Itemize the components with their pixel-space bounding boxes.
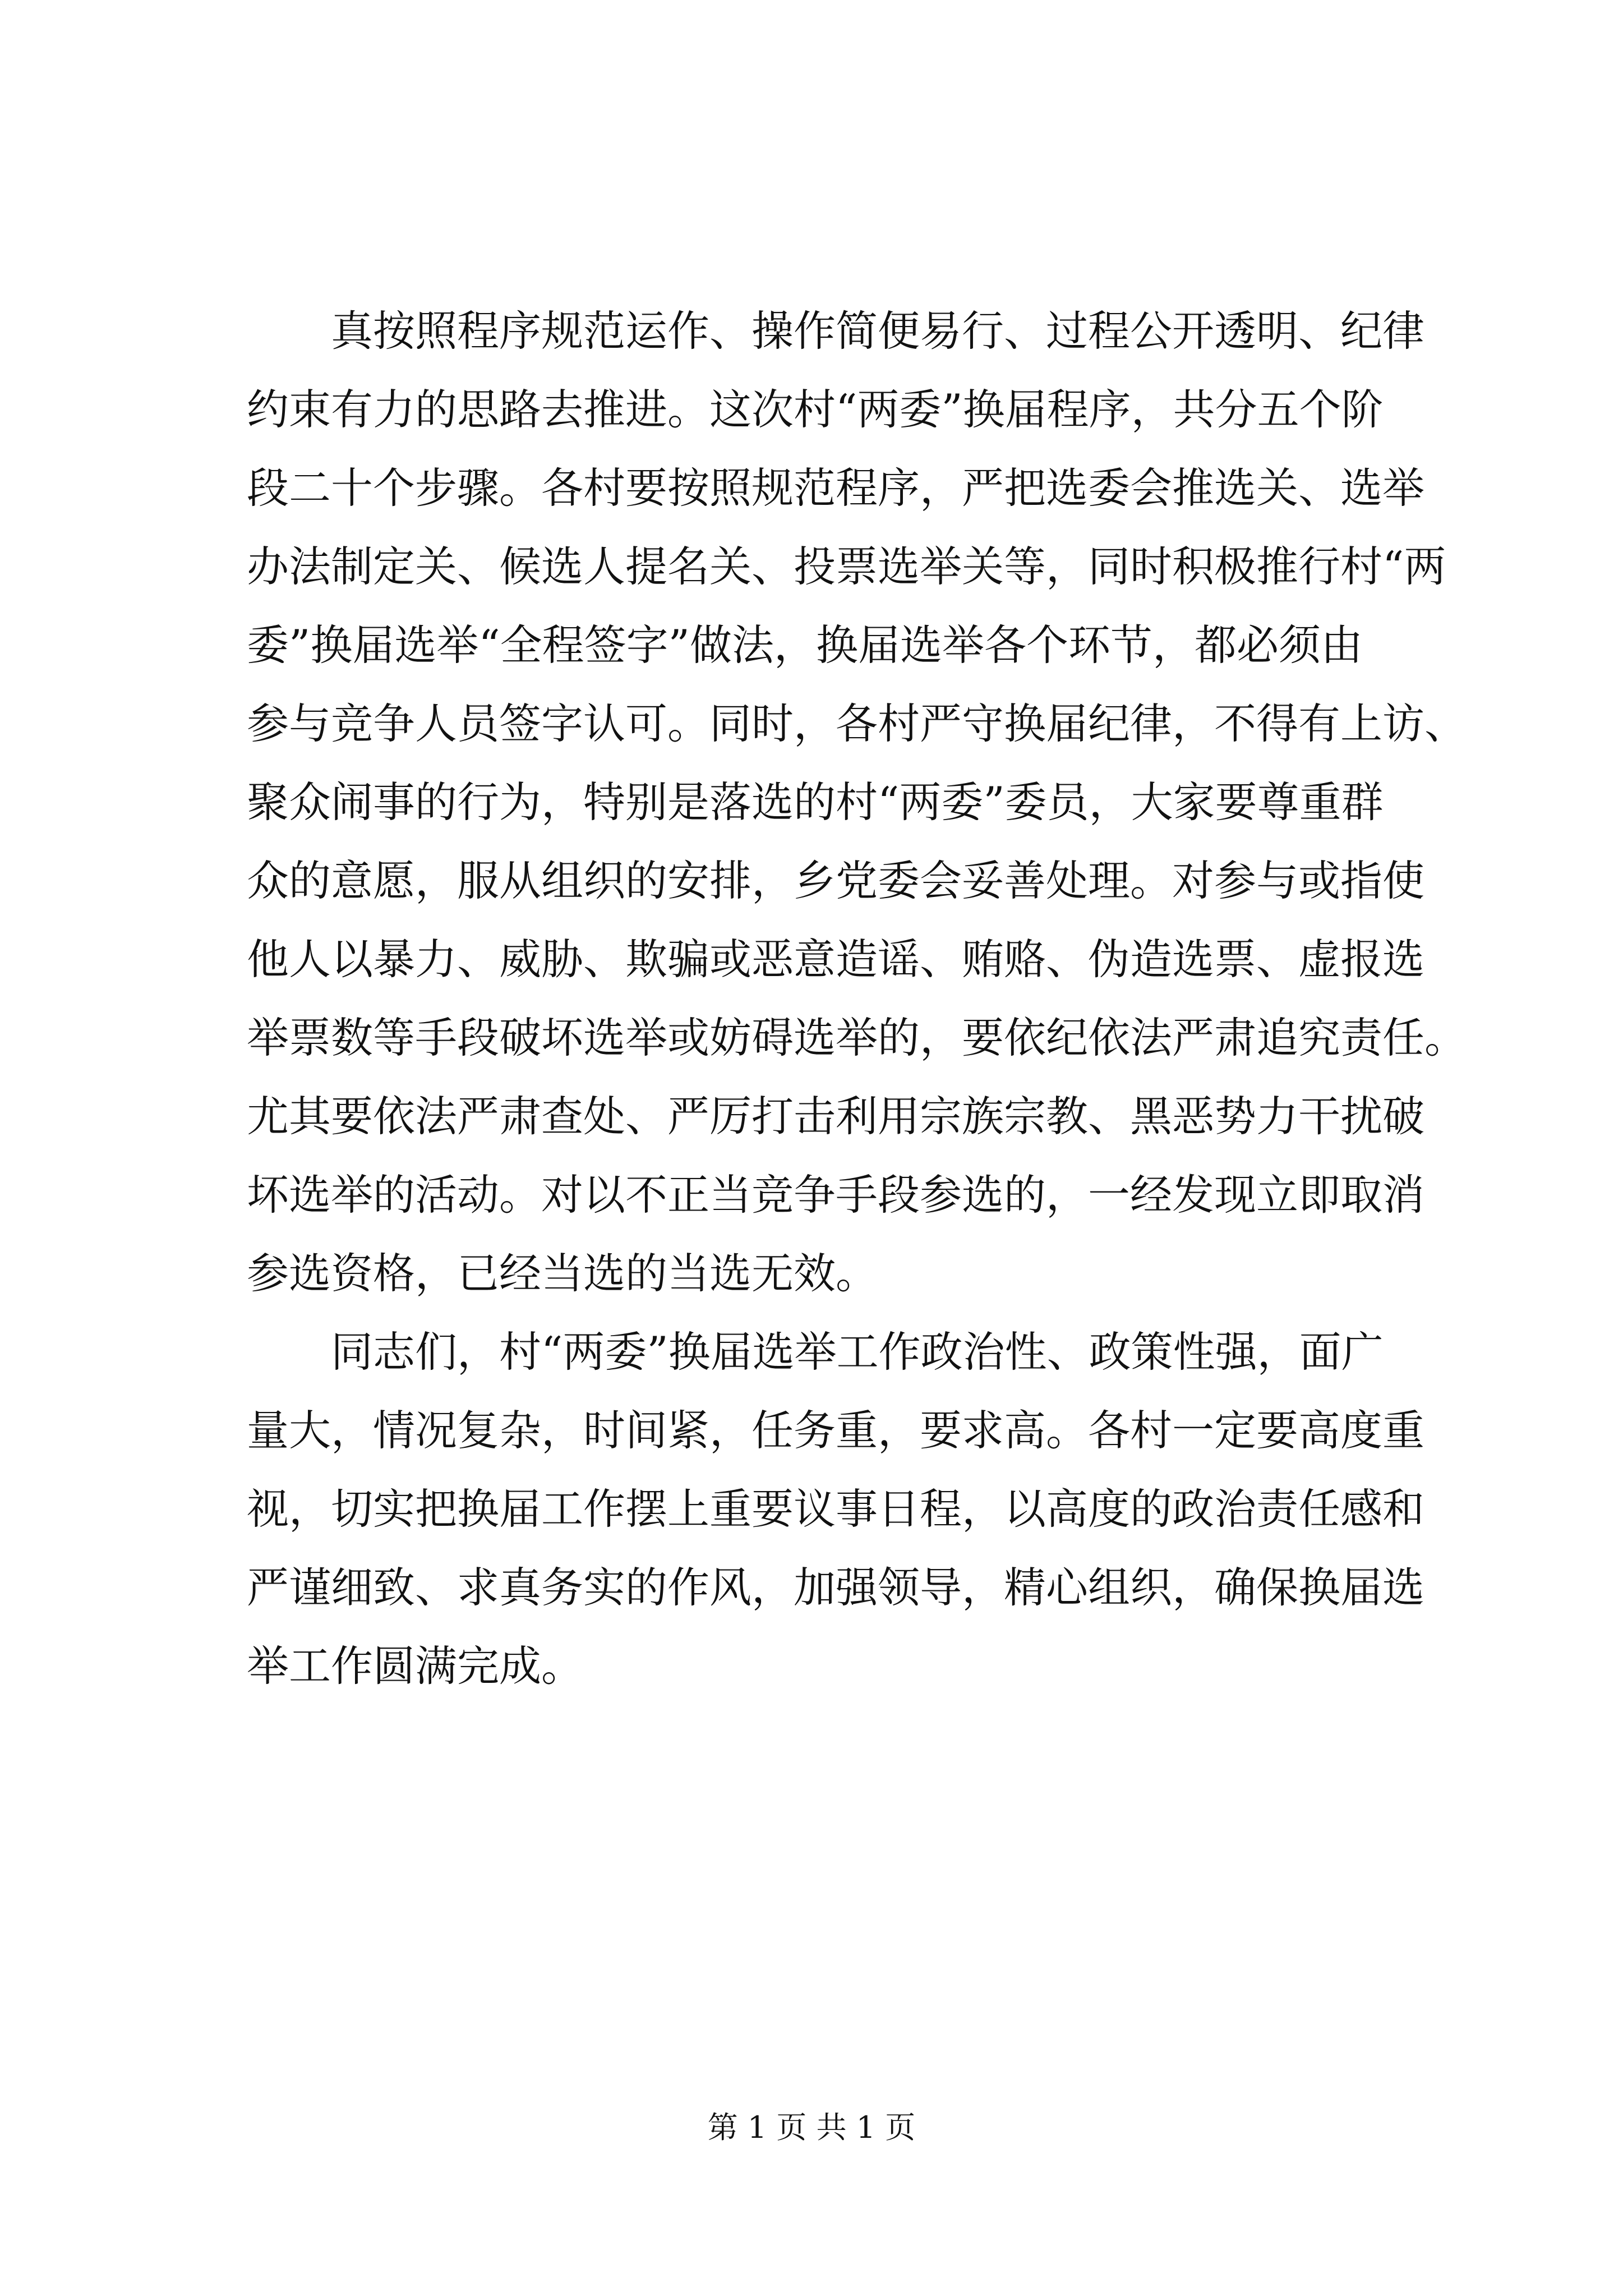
document-body [247, 292, 1467, 1705]
paragraph-1-line-2: 约束有力的思路去推进。这次村“两委”换届程序，共分五个阶 [247, 385, 1384, 434]
paragraph-1-line-3: 段二十个步骤。各村要按照规范程序，严把选委会推选关、选举 [247, 463, 1425, 513]
paragraph-1-line-9: 他人以暴力、威胁、欺骗或恶意造谣、贿赂、伪造选票、虚报选 [247, 935, 1425, 984]
paragraph-2-line-5: 举工作圆满完成。 [247, 1641, 584, 1691]
paragraph-1-line-13: 参选资格，已经当选的当选无效。 [247, 1249, 878, 1298]
paragraph-2-line-2: 量大，情况复杂，时间紧，任务重，要求高。各村一定要高度重 [247, 1406, 1425, 1455]
paragraph-1-line-1: 真按照程序规范运作、操作简便易行、过程公开透明、纪律 [331, 306, 1425, 356]
paragraph-2-line-1: 同志们，村“两委”换届选举工作政治性、政策性强，面广 [331, 1327, 1384, 1377]
paragraph-1-line-10: 举票数等手段破坏选举或妨碍选举的，要依纪依法严肃追究责任。 [247, 1013, 1467, 1062]
paragraph-1-line-11: 尤其要依法严肃查处、严厉打击利用宗族宗教、黑恶势力干扰破 [247, 1092, 1425, 1141]
paragraph-1-line-4: 办法制定关、候选人提名关、投票选举关等，同时积极推行村“两 [247, 542, 1446, 591]
page-number-label: 第 1 页 共 1 页 [707, 2110, 916, 2145]
paragraph-1-line-7: 聚众闹事的行为，特别是落选的村“两委”委员，大家要尊重群 [247, 777, 1384, 827]
paragraph-1-line-12: 坏选举的活动。对以不正当竞争手段参选的，一经发现立即取消 [247, 1170, 1425, 1220]
paragraph-1-line-5: 委”换届选举“全程签字”做法，换届选举各个环节，都必须由 [247, 620, 1363, 670]
paragraph-2-line-4: 严谨细致、求真务实的作风，加强领导，精心组织，确保换届选 [247, 1563, 1425, 1612]
paragraph-2-line-3: 视，切实把换届工作摆上重要议事日程，以高度的政治责任感和 [247, 1484, 1425, 1534]
paragraph-1-line-6: 参与竞争人员签字认可。同时，各村严守换届纪律，不得有上访、 [247, 699, 1467, 748]
page-footer [0, 2104, 1623, 2147]
paragraph-1-line-8: 众的意愿，服从组织的安排，乡党委会妥善处理。对参与或指使 [247, 856, 1425, 905]
